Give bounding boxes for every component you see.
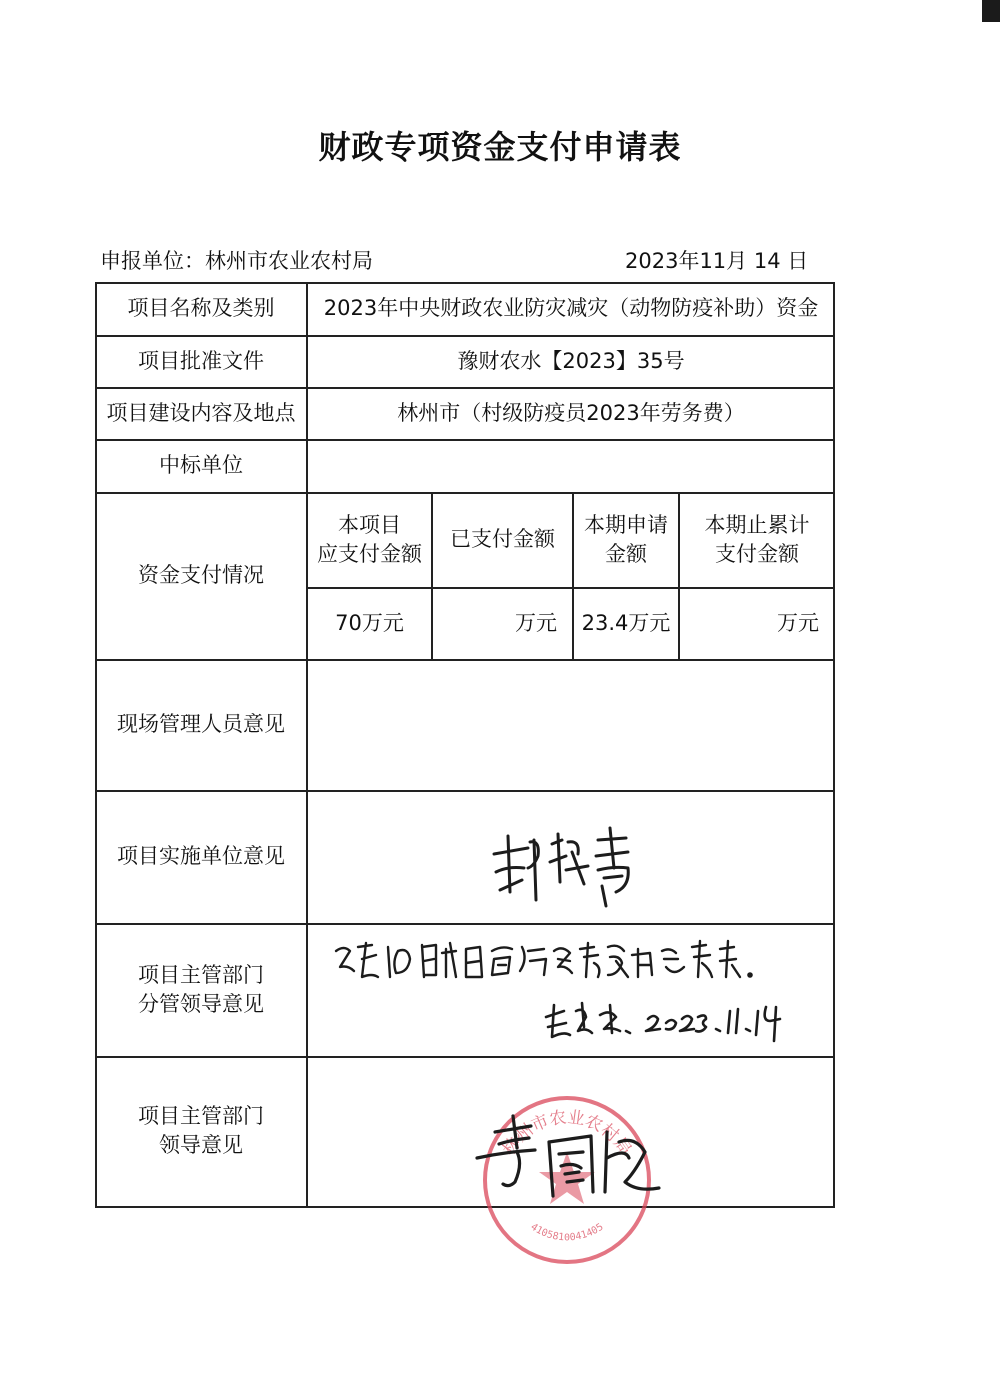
payable-amount-header [307, 492, 432, 587]
application-form-table [95, 282, 835, 1346]
content-location-label: 项目建设内容及地点 [106, 400, 296, 425]
applicant-unit-label: 申报单位： [100, 249, 205, 273]
winning-unit-label: 中标单位 [159, 453, 243, 477]
payable-amount-header-line1: 本项目 [338, 512, 401, 537]
current-request-header [573, 492, 679, 587]
leader-signature [475, 1112, 675, 1204]
payable-amount-header-line2: 应支付金额 [317, 541, 422, 566]
approval-doc-value: 豫财农水【2023】35号 [457, 348, 685, 373]
cumulative-amount-header [679, 492, 835, 587]
applicant-unit-value: 林州市农业农村局 [205, 249, 373, 273]
project-name-value: 2023年中央财政农业防灾减灾（动物防疫补助）资金 [323, 296, 819, 320]
content-location-value: 林州市（村级防疫员2023年劳务费） [397, 400, 745, 425]
application-date: 2023年11月 14 日 [625, 249, 809, 273]
project-name-label: 项目名称及类别 [127, 296, 275, 320]
applicant-unit [100, 245, 373, 275]
paid-amount-header: 已支付金额 [450, 527, 555, 551]
dept-supervisor-opinion-label [95, 923, 307, 1056]
current-request-value: 23.4万元 [581, 610, 671, 635]
table-border-bottom [95, 1206, 835, 1208]
seal-code: 4105810041405 [528, 1221, 606, 1244]
approval-doc-label: 项目批准文件 [138, 348, 264, 373]
winning-unit-value [307, 439, 835, 492]
dept-leader-label-line2: 领导意见 [159, 1133, 243, 1157]
supervisor-signature-date [540, 997, 785, 1045]
dept-leader-label-line1: 项目主管部门 [138, 1104, 264, 1128]
current-request-header-line1: 本期申请 [584, 512, 668, 537]
implementing-unit-signature [488, 822, 638, 912]
payment-status-label: 资金支付情况 [138, 563, 264, 587]
supervisor-handwritten-opinion [332, 937, 760, 985]
current-request-header-line2: 金额 [605, 541, 647, 566]
cumulative-amount-value: 万元 [777, 610, 819, 635]
site-manager-opinion-label: 现场管理人员意见 [117, 712, 285, 736]
scan-edge-mark [982, 0, 1000, 22]
cumulative-amount-header-line1: 本期止累计 [704, 512, 810, 537]
dept-supervisor-label-line1: 项目主管部门 [138, 962, 264, 987]
page-title: 财政专项资金支付申请表 [318, 128, 682, 166]
dept-leader-opinion-label [95, 1056, 307, 1206]
cumulative-amount-header-line2: 支付金额 [715, 541, 799, 566]
paid-amount-value: 万元 [515, 610, 557, 635]
seal-text: 林州市农业农村局 [498, 1107, 636, 1160]
payable-amount-value: 70万元 [335, 610, 404, 635]
dept-supervisor-label-line2: 分管领导意见 [138, 991, 264, 1016]
implementing-unit-opinion-label: 项目实施单位意见 [117, 844, 285, 868]
